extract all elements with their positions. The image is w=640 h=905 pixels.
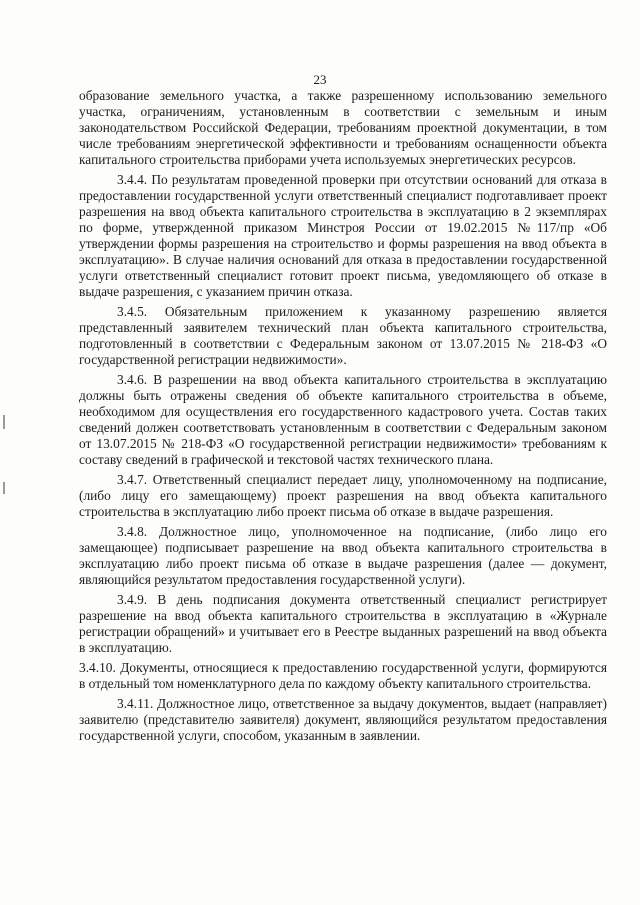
paragraph-3-4-5: 3.4.5. Обязательным приложением к указанному разрешению является представленный заявителем технический план объекта капитального строительства, подготовленный в соответствии с Федеральным законом от 13.07.2015 № 218-ФЗ «О государственной регистрации недвижимости». — [79, 304, 607, 367]
paragraph-3-4-4: 3.4.4. По результатам проведенной проверки при отсутствии оснований для отказа в предоставлении государственной услуги ответственный специалист подготавливает проект разрешения на ввод объекта капитального строительства в эксплуатацию в 2 экземплярах по форме, утвержденной приказом Минстроя России от 19.02.2015 №117/пр «Об утверждении формы разрешения на строительство и формы разрешения на ввод объекта в эксплуатацию». В случае наличия оснований для отказа в предоставлении государственной услуги ответственный специалист готовит проект письма, уведомляющего об отказе в выдаче разрешения, с указанием причин отказа. — [79, 172, 607, 299]
document-body — [79, 88, 607, 748]
paragraph-3-4-9: 3.4.9. В день подписания документа ответственный специалист регистрирует разрешение на ввод объекта капитального строительства в эксплуатацию в «Журнале регистрации обращений» и учитывает его в Реестре выданных разрешений на ввод объекта в эксплуатацию. — [79, 592, 607, 655]
paragraph-3-4-10: 3.4.10. Документы, относящиеся к предоставлению государственной услуги, формируются в отдельный том номенклатурного дела по каждому объекту капитального строительства. — [79, 660, 607, 691]
paragraph-3-4-11: 3.4.11. Должностное лицо, ответственное за выдачу документов, выдает (направляет) заявителю (представителю заявителя) документ, являющийся результатом предоставления государственной услуги, способом, указанным в заявлении. — [79, 696, 607, 743]
scan-margin-mark — [3, 415, 5, 429]
paragraph-3-4-6: 3.4.6. В разрешении на ввод объекта капитального строительства в эксплуатацию должны быть отражены сведения об объекте капитального строительства в объеме, необходимом для осуществления его государственного кадастрового учета. Состав таких сведений должен соответствовать установленным в соответствии с Федеральным законом от 13.07.2015 № 218-ФЗ «О государственной регистрации недвижимости» требованиям к составу сведений в графической и текстовой частях технического плана. — [79, 372, 607, 467]
scan-margin-mark — [3, 482, 5, 494]
page-number: 23 — [313, 72, 327, 87]
paragraph-continuation: образование земельного участка, а также разрешенному использованию земельного участка, ограничениям, установленным в соответствии с земельным и иным законодательством Российской Федерации, требованиям проектной документации, в том числе требованиям энергетической эффективности и требованиям оснащенности объекта капитального строительства приборами учета используемых энергетических ресурсов. — [79, 88, 607, 167]
paragraph-3-4-8: 3.4.8. Должностное лицо, уполномоченное на подписание, (либо лицо его замещающее) подписывает разрешение на ввод объекта капитального строительства в эксплуатацию либо проект письма об отказе в выдаче разрешения (далее — документ, являющийся результатом предоставления государственной услуги). — [79, 524, 607, 587]
paragraph-3-4-7: 3.4.7. Ответственный специалист передает лицу, уполномоченному на подписание, (либо лицу его замещающему) проект разрешения на ввод объекта капитального строительства в эксплуатацию либо проект письма об отказе в выдаче разрешения. — [79, 472, 607, 519]
